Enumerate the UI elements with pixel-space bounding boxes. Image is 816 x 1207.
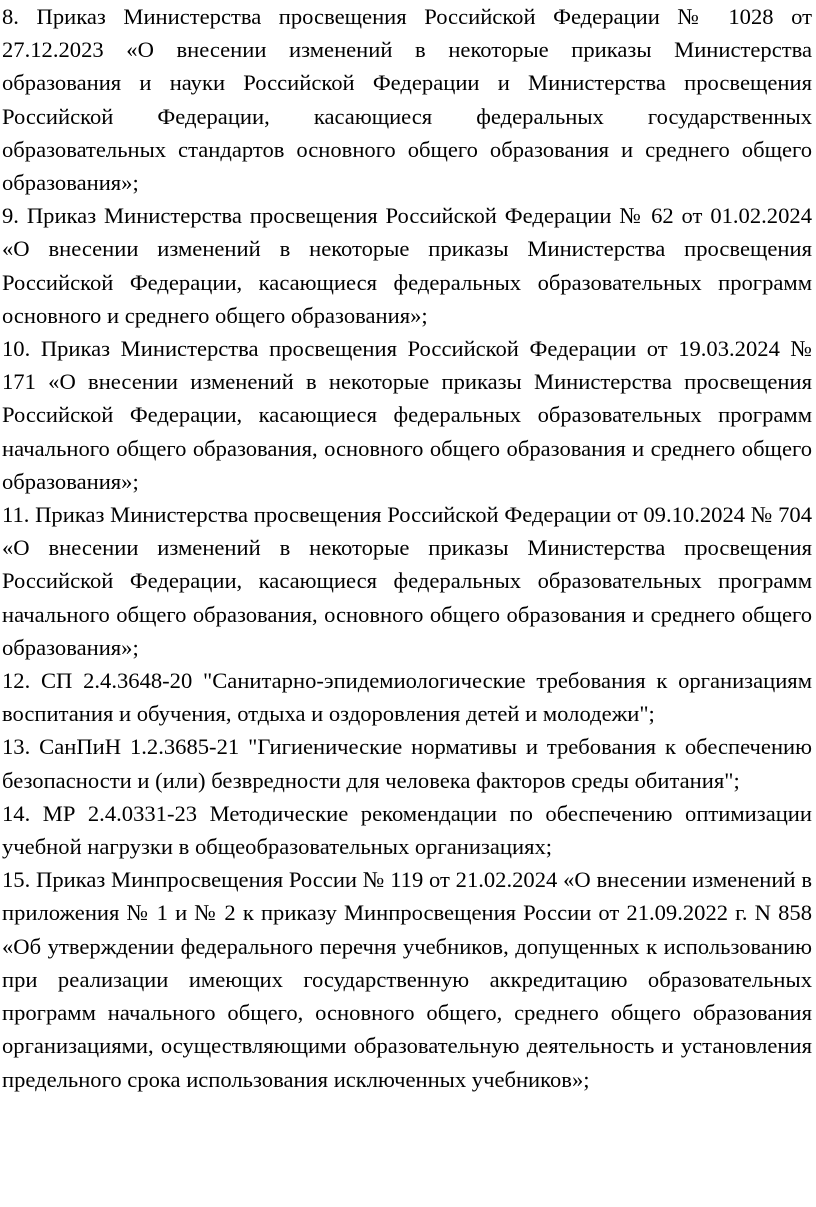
list-item-12: 12. СП 2.4.3648-20 "Санитарно-эпидемиологические требования к организациям воспитания и обучения, отдыха и оздоровления детей и молодежи";	[2, 668, 812, 727]
document-page	[2, 0, 812, 1096]
list-item-15: 15. Приказ Минпросвещения России № 119 от 21.02.2024 «О внесении изменений в приложения № 1 и № 2 к приказу Минпросвещения России от 21.09.2022 г. N 858 «Об утверждении федерального перечня учебников, допущенных к использованию при реализации имеющих государственную аккредитацию образовательных программ начального общего, основного общего, среднего общего образования организациями, осуществляющими образовательную деятельность и установления предельного срока использования исключенных учебников»;	[2, 867, 812, 1092]
list-item-9: 9. Приказ Министерства просвещения Российской Федерации № 62 от 01.02.2024 «О внесении изменений в некоторые приказы Министерства просвещения Российской Федерации, касающиеся федеральных образовательных программ основного и среднего общего образования»;	[2, 203, 812, 328]
list-item-8: 8. Приказ Министерства просвещения Российской Федерации № 1028 от 27.12.2023 «О внесении изменений в некоторые приказы Министерства образования и науки Российской Федерации и Министерства просвещения Российской Федерации, касающиеся федеральных государственных образовательных стандартов основного общего образования и среднего общего образования»;	[2, 4, 812, 196]
list-item-14: 14. МР 2.4.0331-23 Методические рекомендации по обеспечению оптимизации учебной нагрузки в общеобразовательных организациях;	[2, 800, 812, 860]
list-item-10: 10. Приказ Министерства просвещения Российской Федерации от 19.03.2024 № 171 «О внесении изменений в некоторые приказы Министерства просвещения Российской Федерации, касающиеся федеральных образовательных программ начального общего образования, основного общего образования и среднего общего образования»;	[2, 336, 812, 494]
list-item-13: 13. СанПиН 1.2.3685-21 "Гигиенические нормативы и требования к обеспечению безопасности и (или) безвредности для человека факторов среды обитания";	[2, 734, 812, 793]
list-item-11: 11. Приказ Министерства просвещения Российской Федерации от 09.10.2024 № 704 «О внесении изменений в некоторые приказы Министерства просвещения Российской Федерации, касающиеся федеральных образовательных программ начального общего образования, основного общего образования и среднего общего образования»;	[2, 502, 812, 660]
